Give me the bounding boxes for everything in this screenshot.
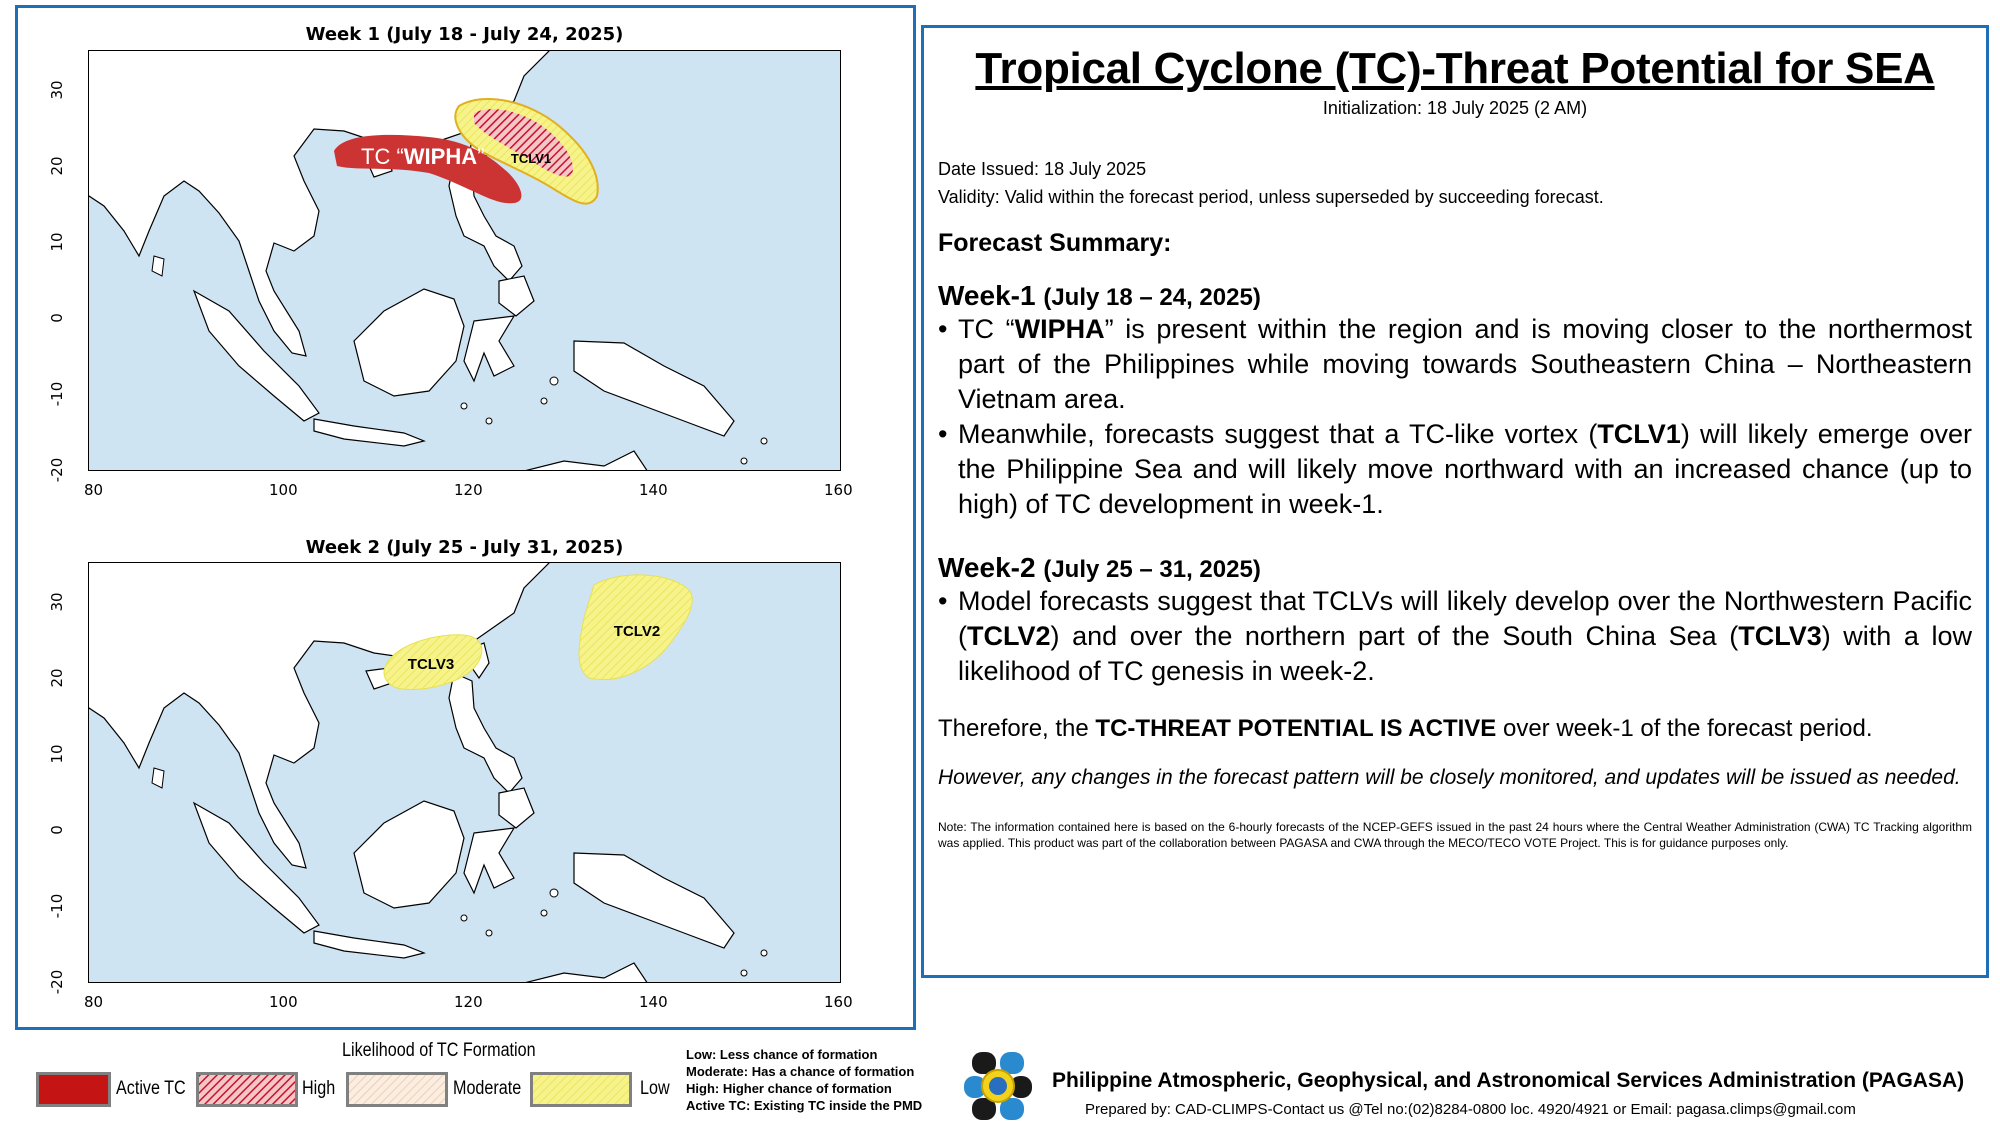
week2-x-tick: 140 [639, 993, 668, 1011]
week2-map [88, 562, 841, 983]
legend-title: Likelihood of TC Formation [342, 1040, 536, 1061]
footer-contact: Prepared by: CAD-CLIMPS-Contact us @Tel no:(02)8284-0800 loc. 4920/4921 or Email: pagasa.climps@gmail.com [1085, 1101, 1856, 1118]
week2-heading: Week-2 (July 25 – 31, 2025) [938, 552, 1261, 583]
legend-desc-active: Active TC: Existing TC inside the PMD [686, 1098, 923, 1113]
legend-active-tc-swatch [36, 1072, 111, 1107]
legend-desc-moderate: Moderate: Has a chance of formation [686, 1064, 915, 1079]
week1-y-tick: -20 [48, 457, 66, 483]
week2-x-tick: 120 [454, 993, 483, 1011]
therefore-statement: Therefore, the TC-THREAT POTENTIAL IS ACTIVE over week-1 of the forecast period. [938, 715, 1873, 742]
week1-x-tick: 160 [824, 481, 853, 499]
legend-low-swatch [530, 1072, 632, 1107]
date-issued: Date Issued: 18 July 2025 [938, 159, 1147, 179]
tclv3-label: TCLV3 [407, 656, 455, 673]
legend-desc-low: Low: Less chance of formation [686, 1047, 878, 1062]
legend-low-label: Low [640, 1078, 670, 1099]
tclv2-label: TCLV2 [613, 623, 661, 640]
validity-text: Validity: Valid within the forecast period, unless superseded by succeeding forecast. [938, 187, 1604, 207]
week1-map-title: Week 1 (July 18 - July 24, 2025) [305, 24, 624, 45]
week1-y-tick: 0 [48, 313, 66, 323]
however-statement: However, any changes in the forecast pattern will be closely monitored, and updates will be issued as needed. [938, 766, 1961, 789]
week1-x-tick: 100 [269, 481, 298, 499]
week2-y-tick: 10 [48, 744, 66, 764]
week2-y-tick: 20 [48, 668, 66, 688]
legend-active-tc-label: Active TC [116, 1078, 186, 1099]
week2-y-tick: 30 [48, 592, 66, 612]
initialization-text: Initialization: 18 July 2025 (2 AM) [1322, 98, 1588, 118]
week1-x-tick: 140 [639, 481, 668, 499]
week1-x-tick: 120 [454, 481, 483, 499]
legend-desc-high: High: Higher chance of formation [686, 1081, 892, 1096]
week1-map [88, 50, 841, 471]
forecast-summary-heading: Forecast Summary: [938, 229, 1172, 257]
week2-x-tick: 100 [269, 993, 298, 1011]
week2-map-title: Week 2 (July 25 - July 31, 2025) [305, 537, 624, 558]
week2-y-tick: 0 [48, 825, 66, 835]
week2-bullet: • Model forecasts suggest that TCLVs will likely develop over the Northwestern Pacific (TCLV2) and over the northern part of the South China Sea (TCLV3) with a low likelihood of TC genesis in week-2. [938, 586, 1972, 686]
legend-high-label: High [302, 1078, 336, 1099]
bulletin-panel [921, 25, 1989, 978]
legend-moderate-swatch [346, 1072, 448, 1107]
legend-high-swatch [196, 1072, 298, 1107]
week2-y-tick: -20 [48, 969, 66, 995]
footer-organization: Philippine Atmospheric, Geophysical, and Astronomical Services Administration (PAGASA) [1052, 1069, 1965, 1092]
tclv1-label: TCLV1 [510, 151, 552, 166]
week2-x-tick: 160 [824, 993, 853, 1011]
week1-bullet-tclv1: • Meanwhile, forecasts suggest that a TC-like vortex (TCLV1) will likely emerge over the Philippine Sea and will likely move northward with an increased chance (up to high) of TC development in week-1. [938, 419, 1972, 519]
note-text: Note: The information contained here is based on the 6-hourly forecasts of the NCEP-GEFS issued in the past 24 hours where the Central Weather Administration (CWA) TC Tracking algorithm was applied. This product was part of the collaboration between PAGASA and CWA through the MECO/TECO VOTE Project. This is for guidance purposes only. [938, 820, 1972, 850]
week2-x-tick: 80 [84, 993, 104, 1011]
legend-moderate-label: Moderate [453, 1078, 522, 1099]
week1-y-tick: 30 [48, 80, 66, 100]
week1-x-tick: 80 [84, 481, 104, 499]
bulletin-title: Tropical Cyclone (TC)-Threat Potential for SEA [975, 44, 1935, 93]
week1-bullet-wipha: • TC “WIPHA” is present within the region and is moving closer to the northermost part of the Philippines while moving towards Southeastern China – Northeastern Vietnam area. [938, 314, 1972, 414]
week1-y-tick: -10 [48, 381, 66, 407]
week1-heading: Week-1 (July 18 – 24, 2025) [938, 280, 1261, 311]
week2-y-tick: -10 [48, 893, 66, 919]
wipha-label: TC “WIPHA” [361, 144, 485, 169]
week1-y-tick: 20 [48, 156, 66, 176]
legend-descriptions [686, 1046, 922, 1114]
week1-y-tick: 10 [48, 232, 66, 252]
pagasa-logo-icon [962, 1050, 1034, 1122]
